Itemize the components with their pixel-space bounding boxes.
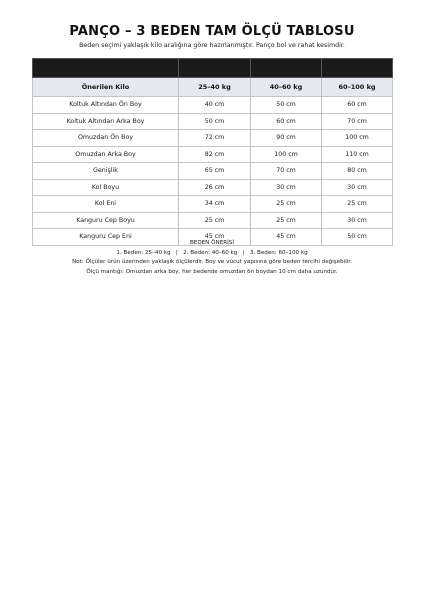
- header-olcu: ÖLÇÜ: [33, 59, 179, 78]
- table-cell: 65 cm: [179, 163, 251, 180]
- table-row: [33, 179, 393, 196]
- table-cell: 25 cm: [251, 196, 322, 213]
- row-label: Genişlik: [33, 163, 179, 180]
- notes-heading: BEDEN ÖNERİSİ: [189, 240, 235, 246]
- row-label: Önerilen Kilo: [33, 78, 179, 97]
- table-row: [33, 163, 393, 180]
- table-cell: 100 cm: [251, 146, 322, 163]
- table-cell: 30 cm: [322, 179, 393, 196]
- table-row: [33, 97, 393, 114]
- table-cell: 45 cm: [179, 229, 251, 246]
- table-cell: 25 cm: [179, 212, 251, 229]
- table-cell: 40 cm: [179, 97, 251, 114]
- table-cell: 50 cm: [179, 113, 251, 130]
- table-cell: 100 cm: [322, 130, 393, 147]
- page-title: PANÇO – 3 BEDEN TAM ÖLÇÜ TABLOSU: [69, 24, 355, 39]
- table-cell: 50 cm: [251, 97, 322, 114]
- size-chart-table: [32, 58, 393, 246]
- row-label: Kol Eni: [33, 196, 179, 213]
- notes-block: [0, 239, 424, 277]
- table-cell: 60–100 kg: [322, 78, 393, 97]
- table-cell: 60 cm: [251, 113, 322, 130]
- table-cell: 30 cm: [251, 179, 322, 196]
- row-label: Koltuk Altından Arka Boy: [33, 113, 179, 130]
- table-cell: 60 cm: [322, 97, 393, 114]
- table-cell: 25 cm: [322, 196, 393, 213]
- table-cell: 40–60 kg: [251, 78, 322, 97]
- table-cell: 25 cm: [251, 212, 322, 229]
- table-cell: 50 cm: [322, 229, 393, 246]
- table-cell: 110 cm: [322, 146, 393, 163]
- disclaimer-note: Not: Ölçüler ürün üzerinden yaklaşık ölçülerdir. Boy ve vücut yapısına göre beden tercihi değişebilir.: [72, 259, 352, 266]
- table-cell: 90 cm: [251, 130, 322, 147]
- table-row: [33, 212, 393, 229]
- table-cell: 45 cm: [251, 229, 322, 246]
- header-beden-1: 1. BEDEN: [179, 59, 251, 78]
- table-cell: 25–40 kg: [179, 78, 251, 97]
- row-label: Kanguru Cep Eni: [33, 229, 179, 246]
- table-cell: 70 cm: [251, 163, 322, 180]
- table-cell: 82 cm: [179, 146, 251, 163]
- table-cell: 80 cm: [322, 163, 393, 180]
- table-cell: 34 cm: [179, 196, 251, 213]
- table-row: [33, 196, 393, 213]
- table-row: [33, 146, 393, 163]
- page-subtitle: Beden seçimi yaklaşık kilo aralığına göre hazırlanmıştır. Panço bol ve rahat kesimdir.: [79, 42, 345, 49]
- table-row: [33, 130, 393, 147]
- table-row: [33, 113, 393, 130]
- table-cell: 70 cm: [322, 113, 393, 130]
- row-label: Omuzdan Ön Boy: [33, 130, 179, 147]
- table-cell: 30 cm: [322, 212, 393, 229]
- row-label: Kol Boyu: [33, 179, 179, 196]
- table-cell: 72 cm: [179, 130, 251, 147]
- row-label: Kanguru Cep Boyu: [33, 212, 179, 229]
- header-beden-3: 3. BEDEN: [322, 59, 393, 78]
- table-cell: 26 cm: [179, 179, 251, 196]
- row-label: Koltuk Altından Ön Boy: [33, 97, 179, 114]
- row-label: Omuzdan Arka Boy: [33, 146, 179, 163]
- recommended-weight-row: [33, 78, 393, 97]
- size-recommendation-line: 1. Beden: 25–40 kg | 2. Beden: 40–60 kg | 3. Beden: 60–100 kg: [116, 249, 308, 256]
- header-beden-2: 2. BEDEN: [251, 59, 322, 78]
- measurement-logic-note: Ölçü mantığı: Omuzdan arka boy, her bedende omuzdan ön boydan 10 cm daha uzundur.: [86, 268, 338, 275]
- table-header-row: [33, 59, 393, 78]
